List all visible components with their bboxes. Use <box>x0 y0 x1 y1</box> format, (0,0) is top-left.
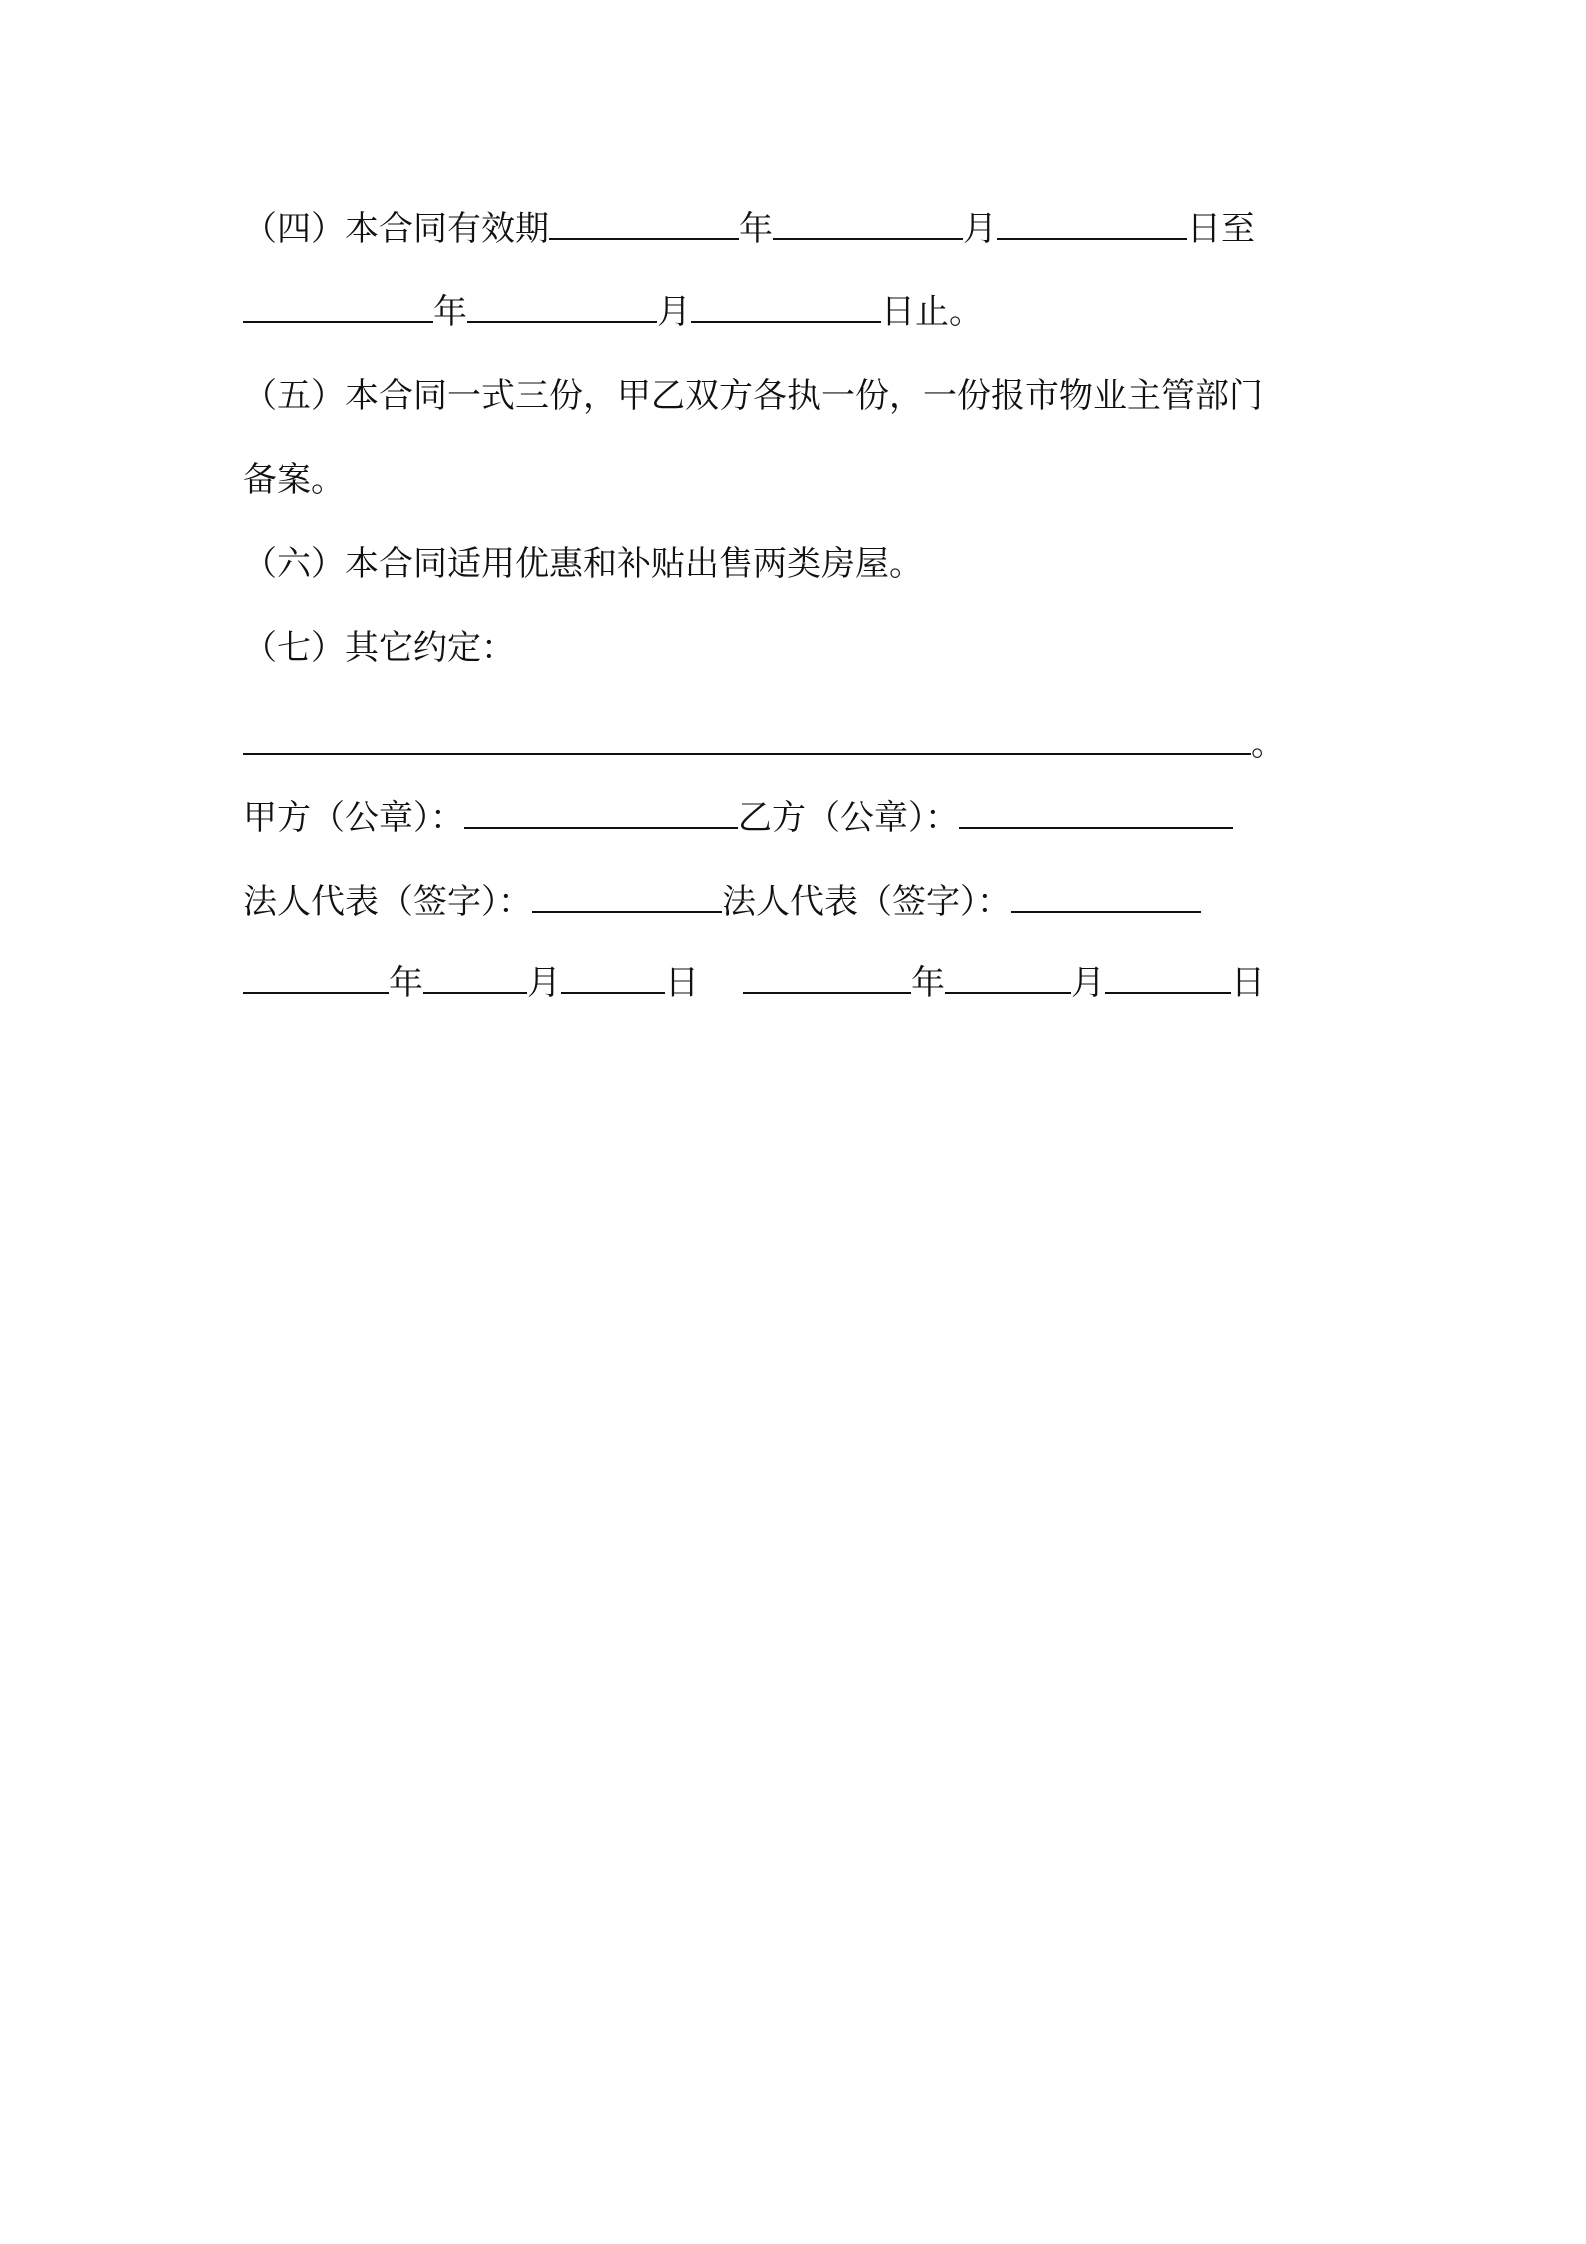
clause-7: （七）其它约定： <box>243 628 515 668</box>
period-mark: 。 <box>1251 724 1285 764</box>
clause-4-line-2 <box>243 290 983 334</box>
blank-other-terms[interactable] <box>243 723 1251 755</box>
year-label: 年 <box>433 292 467 332</box>
blank-a-month[interactable] <box>423 962 527 994</box>
legal-rep-a-label: 法人代表（签字）： <box>243 882 532 922</box>
seal-line <box>243 796 1233 840</box>
clause-6: （六）本合同适用优惠和补贴出售两类房屋。 <box>243 544 923 584</box>
blank-b-day[interactable] <box>1105 962 1231 994</box>
year-label: 年 <box>389 963 423 1003</box>
month-label: 月 <box>527 963 561 1003</box>
legal-rep-line <box>243 880 1201 924</box>
clause-7-blank-line <box>243 722 1285 766</box>
blank-start-day[interactable] <box>997 208 1187 240</box>
legal-rep-b-label: 法人代表（签字）： <box>722 882 1011 922</box>
blank-a-day[interactable] <box>561 962 665 994</box>
blank-a-year[interactable] <box>243 962 389 994</box>
party-b-seal-label: 乙方（公章）： <box>738 798 959 838</box>
clause-5-line-1: （五）本合同一式三份，甲乙双方各执一份，一份报市物业主管部门 <box>243 376 1263 416</box>
date-line <box>243 961 1265 1005</box>
day-label: 日 <box>665 963 699 1003</box>
month-label: 月 <box>963 209 997 249</box>
month-label: 月 <box>657 292 691 332</box>
year-label: 年 <box>739 209 773 249</box>
day-label: 日 <box>1231 963 1265 1003</box>
blank-start-month[interactable] <box>773 208 963 240</box>
blank-legal-rep-b[interactable] <box>1011 881 1201 913</box>
clause-5-line-2: 备案。 <box>243 460 345 500</box>
blank-legal-rep-a[interactable] <box>532 881 722 913</box>
blank-start-year[interactable] <box>549 208 739 240</box>
blank-b-month[interactable] <box>945 962 1071 994</box>
clause-4-prefix: （四）本合同有效期 <box>243 209 549 249</box>
blank-party-b-seal[interactable] <box>959 797 1233 829</box>
year-label: 年 <box>911 963 945 1003</box>
month-label: 月 <box>1071 963 1105 1003</box>
blank-end-day[interactable] <box>691 291 881 323</box>
clause-4-line-1 <box>243 207 1255 251</box>
day-to-label: 日至 <box>1187 209 1255 249</box>
party-a-seal-label: 甲方（公章）： <box>243 798 464 838</box>
blank-party-a-seal[interactable] <box>464 797 738 829</box>
blank-b-year[interactable] <box>743 962 911 994</box>
day-end-label: 日止。 <box>881 292 983 332</box>
blank-end-year[interactable] <box>243 291 433 323</box>
blank-end-month[interactable] <box>467 291 657 323</box>
